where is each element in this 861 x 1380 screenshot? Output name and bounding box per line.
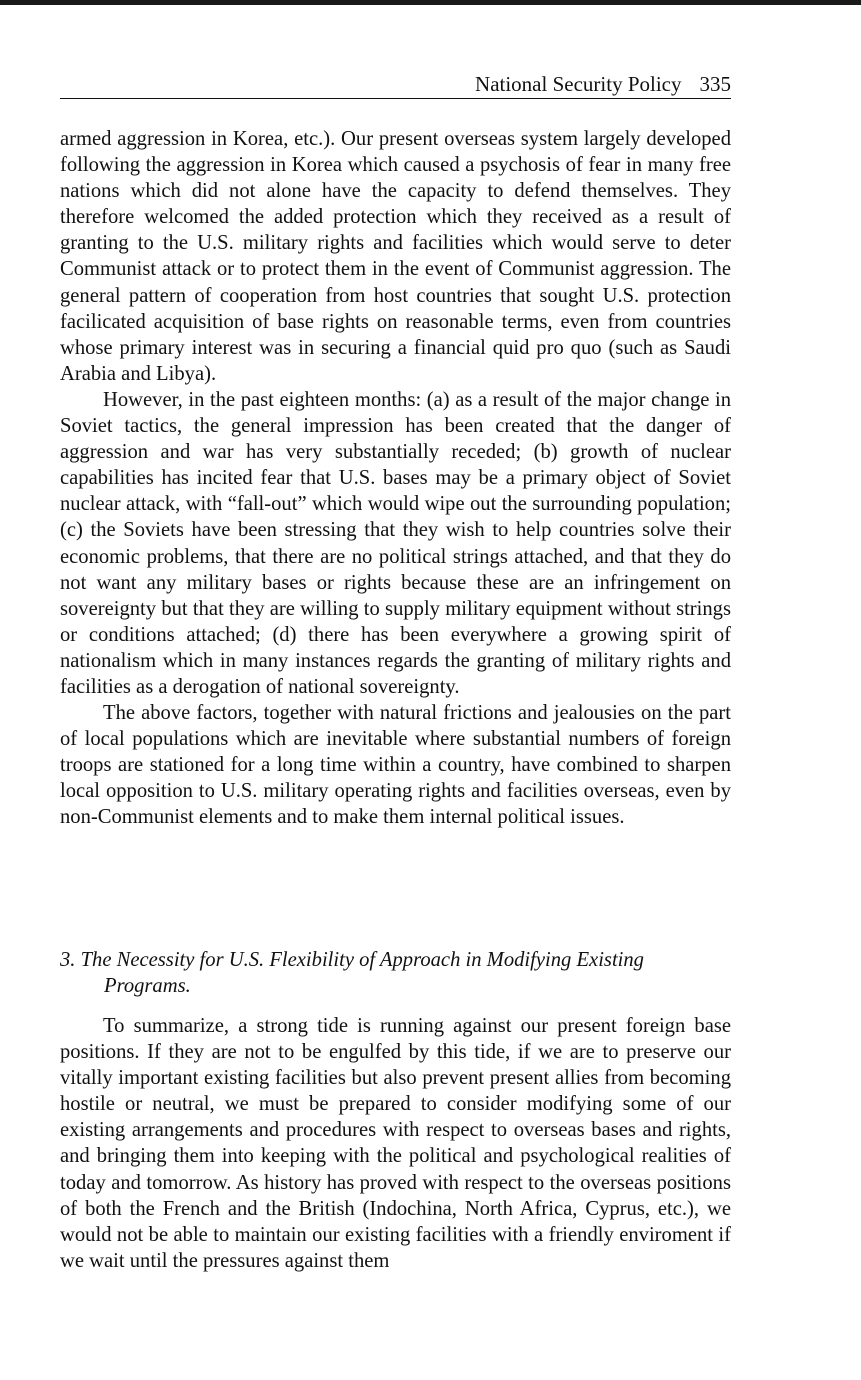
paragraph: To summarize, a strong tide is running against our present foreign base positions. If they are not to be engulfed by this tide, if we are to preserve our vitally important existing facilities but also prevent present allies from becoming hostile or neutral, we must be prepared to consider modifying some of our existing arrangements and procedures with respect to overseas bases and rights, and bringing them into keeping with the political and psychological realities of today and tomorrow. As history has proved with respect to the overseas positions of both the French and the British (Indochina, North Africa, Cyprus, etc.), we would not be able to maintain our existing facilities with a friendly enviroment if we wait until the pressures against them xyxy=(60,1015,731,1272)
running-head-title: National Security Policy xyxy=(475,72,682,96)
page-number: 335 xyxy=(699,72,731,96)
paragraph: However, in the past eighteen months: (a) as a result of the major change in Soviet tactics, the general impression has been created that the danger of aggression and war has very substantially receded; (b) growth of nuclear capabilities has incited fear that U.S. bases may be a primary object of Soviet nuclear attack, with “fall-out” which would wipe out the surrounding population; (c) the Soviets have been stressing that they wish to help countries solve their economic problems, that there are no political strings attached, and that they do not want any military bases or rights because these are an infringement on sovereignty but that they are willing to supply military equipment without strings or conditions attached; (d) there has been everywhere a growing spirit of nationalism which in many instances regards the granting of military rights and facilities as a derogation of national sovereignty. xyxy=(60,388,731,698)
section-body-text xyxy=(60,1013,731,1274)
body-text xyxy=(60,126,731,831)
page-top-edge xyxy=(0,0,861,5)
paragraph-continued: armed aggression in Korea, etc.). Our present overseas system largely developed following the aggression in Korea which caused a psychosis of fear in many free nations which did not alone have the capacity to defend themselves. They therefore welcomed the added protection which they received as a result of granting to the U.S. military rights and facilities which would serve to deter Communist attack or to protect them in the event of Communist aggression. The general pattern of cooperation from host countries that sought U.S. protection facilicated acquisition of base rights on reasonable terms, even from countries whose primary interest was in securing a financial quid pro quo (such as Saudi Arabia and Libya). xyxy=(60,128,731,385)
section-heading: 3. The Necessity for U.S. Flexibility of Approach in Modifying Existing Programs. xyxy=(60,949,644,998)
running-head xyxy=(60,70,731,99)
paragraph: The above factors, together with natural frictions and jealousies on the part of local populations which are inevitable where substantial numbers of foreign troops are stationed for a long time within a country, have combined to sharpen local opposition to U.S. military operating rights and facilities overseas, even by non-Communist elements and to make them internal political issues. xyxy=(60,702,731,829)
